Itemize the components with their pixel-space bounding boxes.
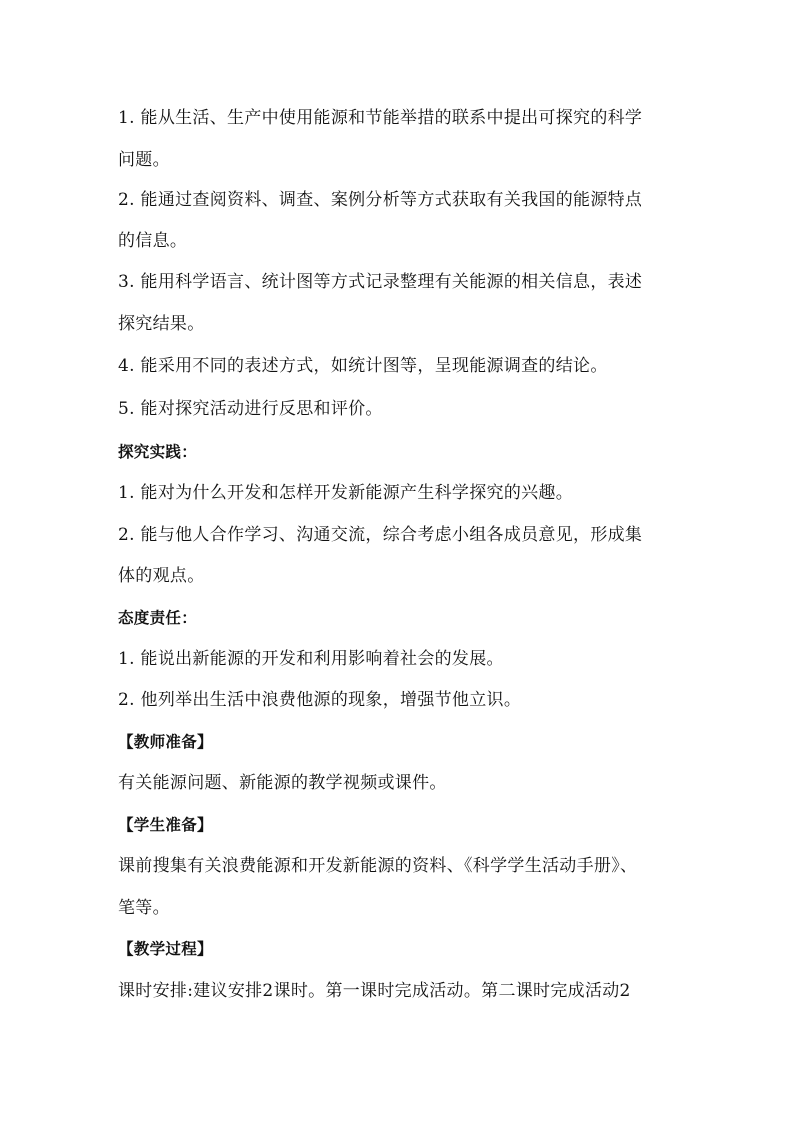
objective-line-1: 1. 能从生活、生产中使用能源和节能举措的联系中提出可探究的科学	[118, 108, 643, 128]
practice-line-2: 2. 能与他人合作学习、沟通交流，综合考虑小组各成员意见，形成集	[118, 525, 643, 545]
teaching-process-line: 课时安排:建议安排2课时。第一课时完成活动。第二课时完成活动2	[118, 981, 631, 1001]
practice-line-2-cont: 体的观点。	[118, 566, 205, 586]
section-heading-attitude: 态度责任：	[118, 609, 198, 627]
student-prep-line: 课前搜集有关浪费能源和开发新能源的资料、《科学学生活动手册》、	[118, 856, 638, 876]
objective-line-5: 5. 能对探究活动进行反思和评价。	[118, 399, 383, 419]
practice-line-1: 1. 能对为什么开发和怎样开发新能源产生科学探究的兴趣。	[118, 483, 574, 503]
section-heading-student-prep: 【学生准备】	[118, 816, 213, 834]
section-heading-practice: 探究实践：	[118, 443, 198, 461]
section-heading-teaching-process: 【教学过程】	[118, 940, 213, 958]
objective-line-4: 4. 能采用不同的表述方式，如统计图等，呈现能源调查的结论。	[118, 356, 608, 376]
objective-line-2: 2. 能通过查阅资料、调查、案例分析等方式获取有关我国的能源特点	[118, 190, 643, 210]
objective-line-1-cont: 问题。	[118, 150, 170, 170]
student-prep-line-cont: 笔等。	[118, 898, 170, 918]
objective-line-3-cont: 探究结果。	[118, 314, 205, 334]
teacher-prep-line: 有关能源问题、新能源的教学视频或课件。	[118, 773, 447, 793]
objective-line-2-cont: 的信息。	[118, 231, 188, 251]
objective-line-3: 3. 能用科学语言、统计图等方式记录整理有关能源的相关信息，表述	[118, 272, 643, 292]
attitude-line-2: 2. 他列举出生活中浪费他源的现象，增强节他立识。	[118, 690, 522, 710]
attitude-line-1: 1. 能说出新能源的开发和利用影响着社会的发展。	[118, 649, 504, 669]
section-heading-teacher-prep: 【教师准备】	[118, 733, 213, 751]
